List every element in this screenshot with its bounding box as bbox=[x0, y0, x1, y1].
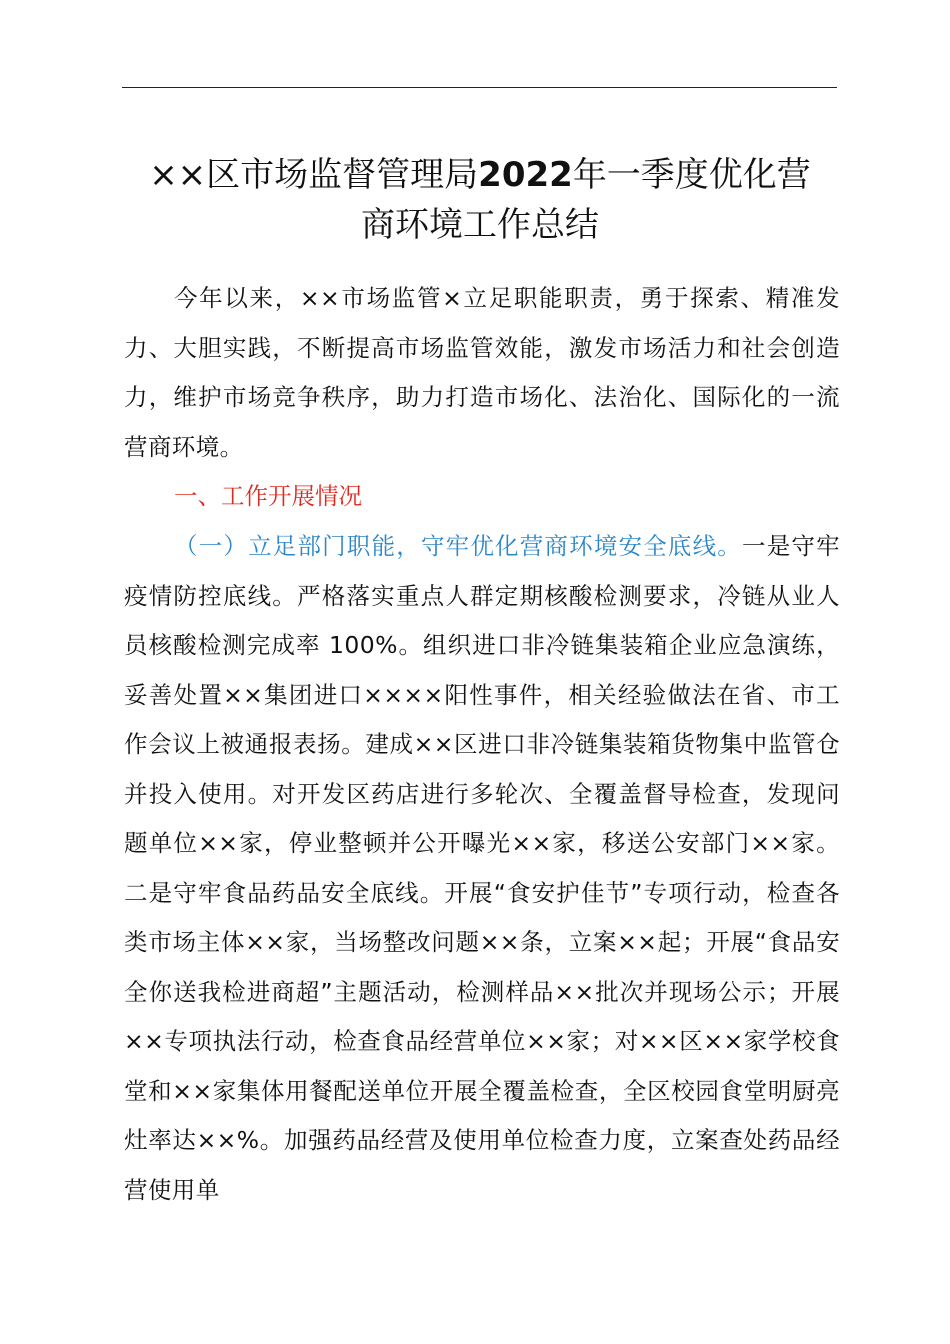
document-title bbox=[90, 150, 870, 250]
intro-paragraph: 今年以来，××市场监管×立足职能职责，勇于探索、精准发力、大胆实践，不断提高市场监管效能，激发市场活力和社会创造力，维护市场竞争秩序，助力打造市场化、法治化、国际化的一流营商环境。 bbox=[124, 284, 840, 461]
title-line-2: 商环境工作总结 bbox=[361, 205, 599, 245]
subsection-body: 一是守牢疫情防控底线。严格落实重点人群定期核酸检测要求，冷链从业人员核酸检测完成率 100%。组织进口非冷链集装箱企业应急演练，妥善处置××集团进口××××阳性事件，相关经验做法在省、市工作会议上被通报表扬。建成××区进口非冷链集装箱货物集中监管仓并投入使用。对开发区药店进行多轮次、全覆盖督导检查，发现问题单位××家，停业整顿并公开曝光××家，移送公安部门××家。二是守牢食品药品安全底线。开展“食安护佳节”专项行动，检查各类市场主体××家，当场整改问题××条，立案××起；开展“食品安全你送我检进商超”主题活动，检测样品××批次并现场公示；开展××专项执法行动，检查食品经营单位××家；对××区××家学校食堂和××家集体用餐配送单位开展全覆盖检查，全区校园食堂明厨亮灶率达××%。加强药品经营及使用单位检查力度，立案查处药品经营使用单 bbox=[124, 532, 840, 1204]
title-suffix: 年一季度优化营 bbox=[572, 155, 811, 195]
subsection-paragraph bbox=[124, 522, 840, 1215]
header-rule bbox=[122, 87, 837, 88]
title-year: 2022 bbox=[478, 155, 573, 195]
subsection-heading: （一）立足部门职能，守牢优化营商环境安全底线。 bbox=[174, 532, 742, 560]
title-prefix: ××区市场监督管理局 bbox=[149, 155, 479, 195]
section-heading: 一、工作开展情况 bbox=[174, 482, 362, 510]
